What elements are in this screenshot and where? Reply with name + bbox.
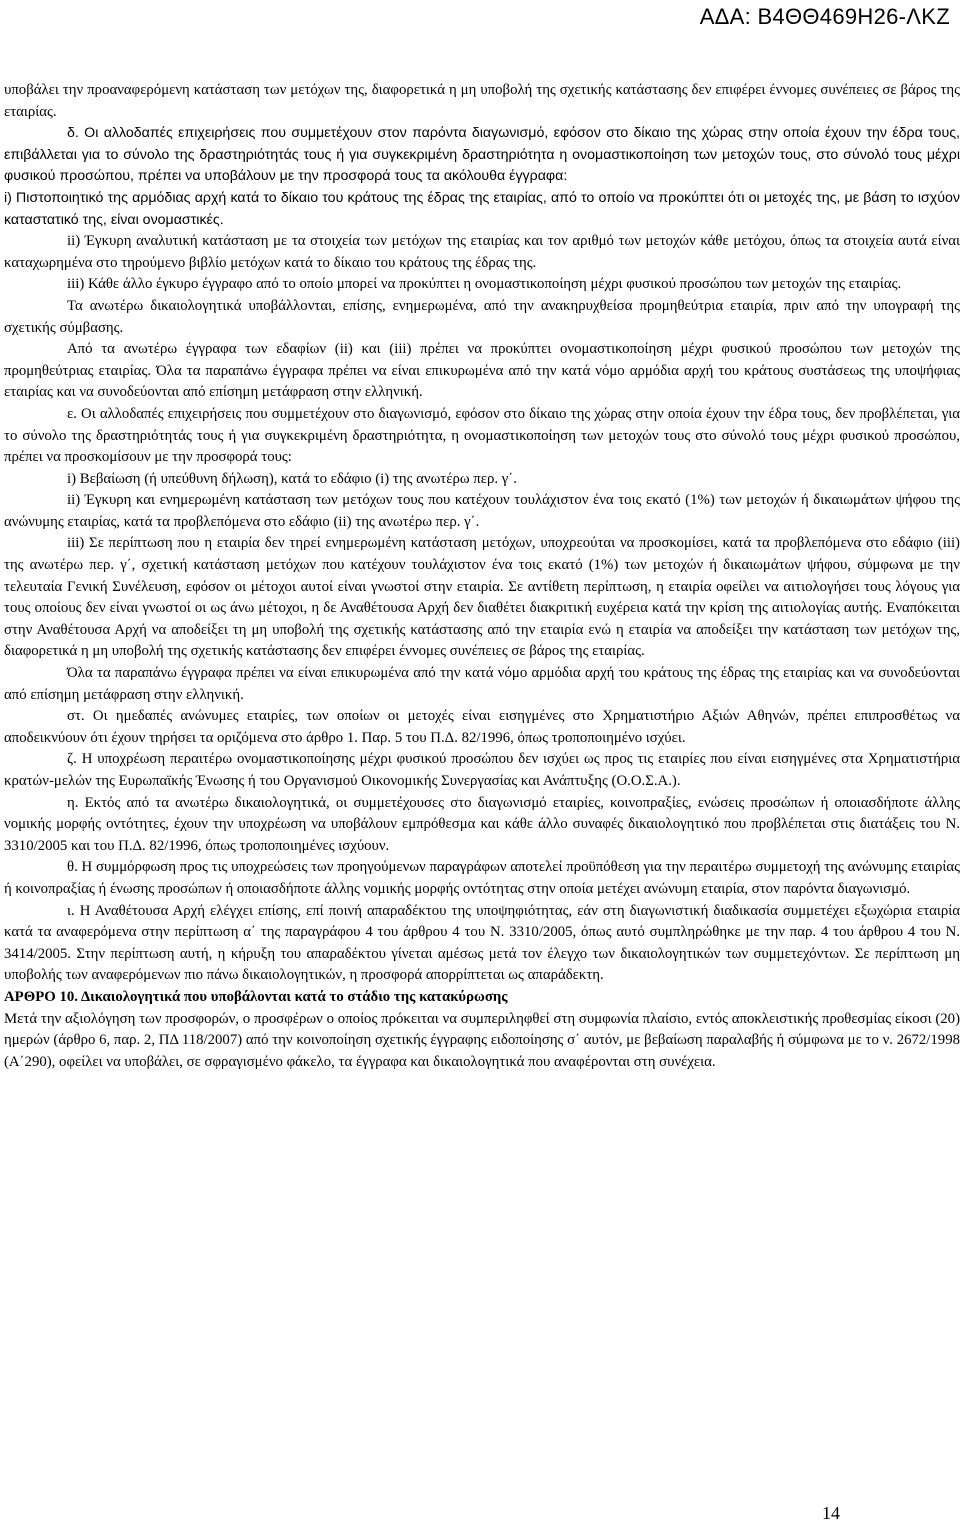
paragraph-e-ii: ii) Έγκυρη και ενημερωμένη κατάσταση των μετόχων τους που κατέχουν τουλάχιστον ένα τοις εκατό (1%) των μετοχών ή δικαιωμάτων ψήφου της ανώνυμης εταιρίας, κατά τα προβλεπόμενα στο εδάφιο (ii) της ανωτέρω περ. γ΄. bbox=[4, 492, 960, 530]
paragraph-st: στ. Οι ημεδαπές ανώνυμες εταιρίες, των οποίων οι μετοχές είναι εισηγμένες στο Χρηματιστήριο Αξιών Αθηνών, πρέπει επιπροσθέτως να αποδεικνύουν ότι έχουν τηρήσει τα οριζόμενα στο άρθρο 1. Παρ. 5 του Π.Δ. 82/1996, όπως τροποποιημένο ισχύει. bbox=[4, 708, 960, 746]
paragraph-d: δ. Οι αλλοδαπές επιχειρήσεις που συμμετέχουν στον παρόντα διαγωνισμό, εφόσον στο δίκαιο της χώρας στην οποία έχουν την έδρα τους, επιβάλλεται για το σύνολο της δραστηριότητάς τους ή για συγκεκριμένη δραστηριότητα η ονομαστικοποίηση των μετοχών τους, στο σύνολό τους μέχρι φυσικού προσώπου, πρέπει να υποβάλουν με την προσφορά τους τα ακόλουθα έγγραφα: bbox=[4, 125, 960, 185]
article-paragraph: Μετά την αξιολόγηση των προσφορών, ο προσφέρων ο οποίος πρόκειται να συμπεριληφθεί στη συμφωνία πλαίσιο, εντός αποκλειστικής προθεσμίας είκοσι (20) ημερών (άρθρο 6, παρ. 2, ΠΔ 118/2007) από την κοινοποίηση σχετικής έγγραφης ειδοποίησης σ΄ αυτόν, με βεβαίωση παραλαβής ή σύμφωνα με το ν. 2672/1998 (Α΄290), οφείλει να υποβάλει, σε σφραγισμένο φάκελο, τα έγγραφα και δικαιολογητικά που αναφέρονται στη συνέχεια. bbox=[4, 1010, 960, 1070]
paragraph-e-requirements: Όλα τα παραπάνω έγγραφα πρέπει να είναι επικυρωμένα από την κατά νόμο αρμόδια αρχή του κράτους της έδρας της εταιρίας και να συνοδεύονται από επίσημη μετάφραση στην ελληνική. bbox=[4, 665, 960, 703]
paragraph-e-i: i) Βεβαίωση (ή υπεύθυνη δήλωση), κατά το εδάφιο (i) της ανωτέρω περ. γ΄. bbox=[67, 470, 517, 487]
paragraph-d-note: Τα ανωτέρω δικαιολογητικά υποβάλλονται, επίσης, ενημερωμένα, από την ανακηρυχθείσα προμηθεύτρια εταιρία, πριν από την υπογραφή της σχετικής σύμβασης. bbox=[4, 297, 960, 336]
paragraph-continuation: υποβάλει την προαναφερόμενη κατάσταση των μετόχων της, διαφορετικά η μη υποβολή της σχετικής κατάστασης δεν επιφέρει έννομες συνέπειες σε βάρος της εταιρίας. bbox=[4, 82, 960, 120]
paragraph-d-requirements: Από τα ανωτέρω έγγραφα των εδαφίων (ii) και (iii) πρέπει να προκύπτει ονομαστικοποίηση μέχρι φυσικού προσώπου των μετοχών της προμηθεύτριας εταιρίας. Όλα τα παραπάνω έγγραφα πρέπει να είναι επικυρωμένα από την κατά νόμο αρμόδια αρχή του κράτους συστάσεως της υποψήφιας εταιρίας και να συνοδεύονται από επίσημη μετάφραση στην ελληνική. bbox=[4, 341, 960, 401]
paragraph-h: η. Εκτός από τα ανωτέρω δικαιολογητικά, οι συμμετέχουσες στο διαγωνισμό εταιρίες, κοινοπραξίες, ενώσεις προσώπων ή οποιασδήποτε άλλης νομικής μορφής οντότητες, έχουν την υποχρέωση να υποβάλουν εμπρόθεσμα και κάθε άλλο συναφές δικαιολογητικό που προβλέπεται στις διατάξεις του Ν. 3310/2005 και του Π.Δ. 82/1996, όπως τροποποιημένες ισχύουν. bbox=[4, 794, 960, 854]
page-number: 14 bbox=[822, 1503, 840, 1523]
ada-code: ΑΔΑ: Β4ΘΘ469Η26-ΛΚΖ bbox=[699, 4, 950, 29]
article-heading: ΑΡΘΡΟ 10. Δικαιολογητικά που υποβάλονται κατά το στάδιο της κατακύρωσης bbox=[4, 988, 508, 1005]
paragraph-d-ii: ii) Έγκυρη αναλυτική κατάσταση με τα στοιχεία των μετόχων της εταιρίας και τον αριθμό των μετοχών κάθε μετόχου, όπως τα στοιχεία αυτά είναι καταχωρημένα στο τηρούμενο βιβλίο μετόχων κατά το δίκαιο του κράτους της έδρας της. bbox=[4, 233, 960, 271]
document-body bbox=[4, 80, 960, 1073]
paragraph-e: ε. Οι αλλοδαπές επιχειρήσεις που συμμετέχουν στο διαγωνισμό, εφόσον στο δίκαιο της χώρας στην οποία έχουν την έδρα τους, δεν προβλέπεται, για το σύνολο της δραστηριότητάς τους ή για συγκεκριμένη δραστηριότητα, η ονομαστικοποίηση των μετοχών τους στο σύνολό τους μέχρι φυσικού προσώπου, πρέπει να προσκομίσουν με την προσφορά τους: bbox=[4, 405, 960, 466]
paragraph-d-iii: iii) Κάθε άλλο έγκυρο έγγραφο από το οποίο μπορεί να προκύπτει η ονομαστικοποίηση μέχρι φυσικού προσώπου των μετοχών της εταιρίας. bbox=[67, 276, 902, 293]
paragraph-z: ζ. Η υποχρέωση περαιτέρω ονομαστικοποίησης μέχρι φυσικού προσώπου δεν ισχύει ως προς τις εταιρίες που είναι εισηγμένες στα Χρηματιστήρια κρατών-μελών της Ευρωπαϊκής Ένωσης ή του Οργανισμού Οικονομικής Συνεργασίας και Ανάπτυξης (Ο.Ο.Σ.Α.). bbox=[4, 751, 960, 789]
paragraph-d-i: i) Πιστοποιητικό της αρμόδιας αρχή κατά το δίκαιο του κράτους της έδρας της εταιρίας, από το οποίο να προκύπτει ότι οι μετοχές της, με βάση το ισχύον καταστατικό της, είναι ονομαστικές. bbox=[4, 189, 960, 228]
paragraph-th: θ. Η συμμόρφωση προς τις υποχρεώσεις των προηγούμενων παραγράφων αποτελεί προϋπόθεση για την περαιτέρω συμμετοχή της ανώνυμης εταιρίας ή κοινοπραξίας ή ένωσης προσώπων ή οποιασδήποτε άλλης νομικής μορφής οντότητας στην οποία μετέχει ανώνυμη εταιρία, στον παρόντα διαγωνισμό. bbox=[4, 859, 960, 897]
paragraph-i: ι. Η Αναθέτουσα Αρχή ελέγχει επίσης, επί ποινή απαραδέκτου της υποψηφιότητας, εάν στη διαγωνιστική διαδικασία συμμετέχει εξωχώρια εταιρία κατά τα αναφερόμενα στην περίπτωση α΄ της παραγράφου 4 του άρθρου 4 του Ν. 3310/2005, όπως αυτό συμπληρώθηκε με την παρ. 4 του άρθρου 4 του Ν. 3414/2005. Στην περίπτωση αυτή, η κήρυξη του απαραδέκτου γίνεται αμέσως μετά τον έλεγχο των δικαιολογητικών των συμμετεχόντων. Σε περίπτωση μη υποβολής των αναφερόμενων πιο πάνω δικαιολογητικών, η προσφορά απορρίπτεται ως απαράδεκτη. bbox=[4, 902, 960, 984]
paragraph-e-iii: iii) Σε περίπτωση που η εταιρία δεν τηρεί ενημερωμένη κατάσταση μετόχων, υποχρεούται να προσκομίσει, κατά τα προβλεπόμενα στο εδάφιο (iii) της ανωτέρω περ. γ΄, σχετική κατάσταση μετόχων που κατέχουν τουλάχιστον ένα τοις εκατό (1%) των μετοχών ή δικαιωμάτων ψήφου, σύμφωνα με την τελευταία Γενική Συνέλευση, εφόσον οι μέτοχοι αυτοί είναι γνωστοί στην εταιρία. Σε αντίθετη περίπτωση, η εταιρία οφείλει να αιτιολογήσει τους λόγους για τους οποίους δεν είναι γνωστοί οι ως άνω μέτοχοι, η δε Αναθέτουσα Αρχή δεν διαθέτει διακριτική ευχέρεια κατά την κρίση της αιτιολογίας αυτής. Εναπόκειται στην Αναθέτουσα Αρχή να αποδείξει τη μη υποβολή της σχετικής κατάστασης από την εταιρία ενώ η εταιρία να αποδείξει την κατάσταση των μετόχων της, διαφορετικά η μη υποβολή της σχετικής κατάστασης δεν επιφέρει έννομες συνέπειες σε βάρος της εταιρίας. bbox=[4, 535, 960, 660]
